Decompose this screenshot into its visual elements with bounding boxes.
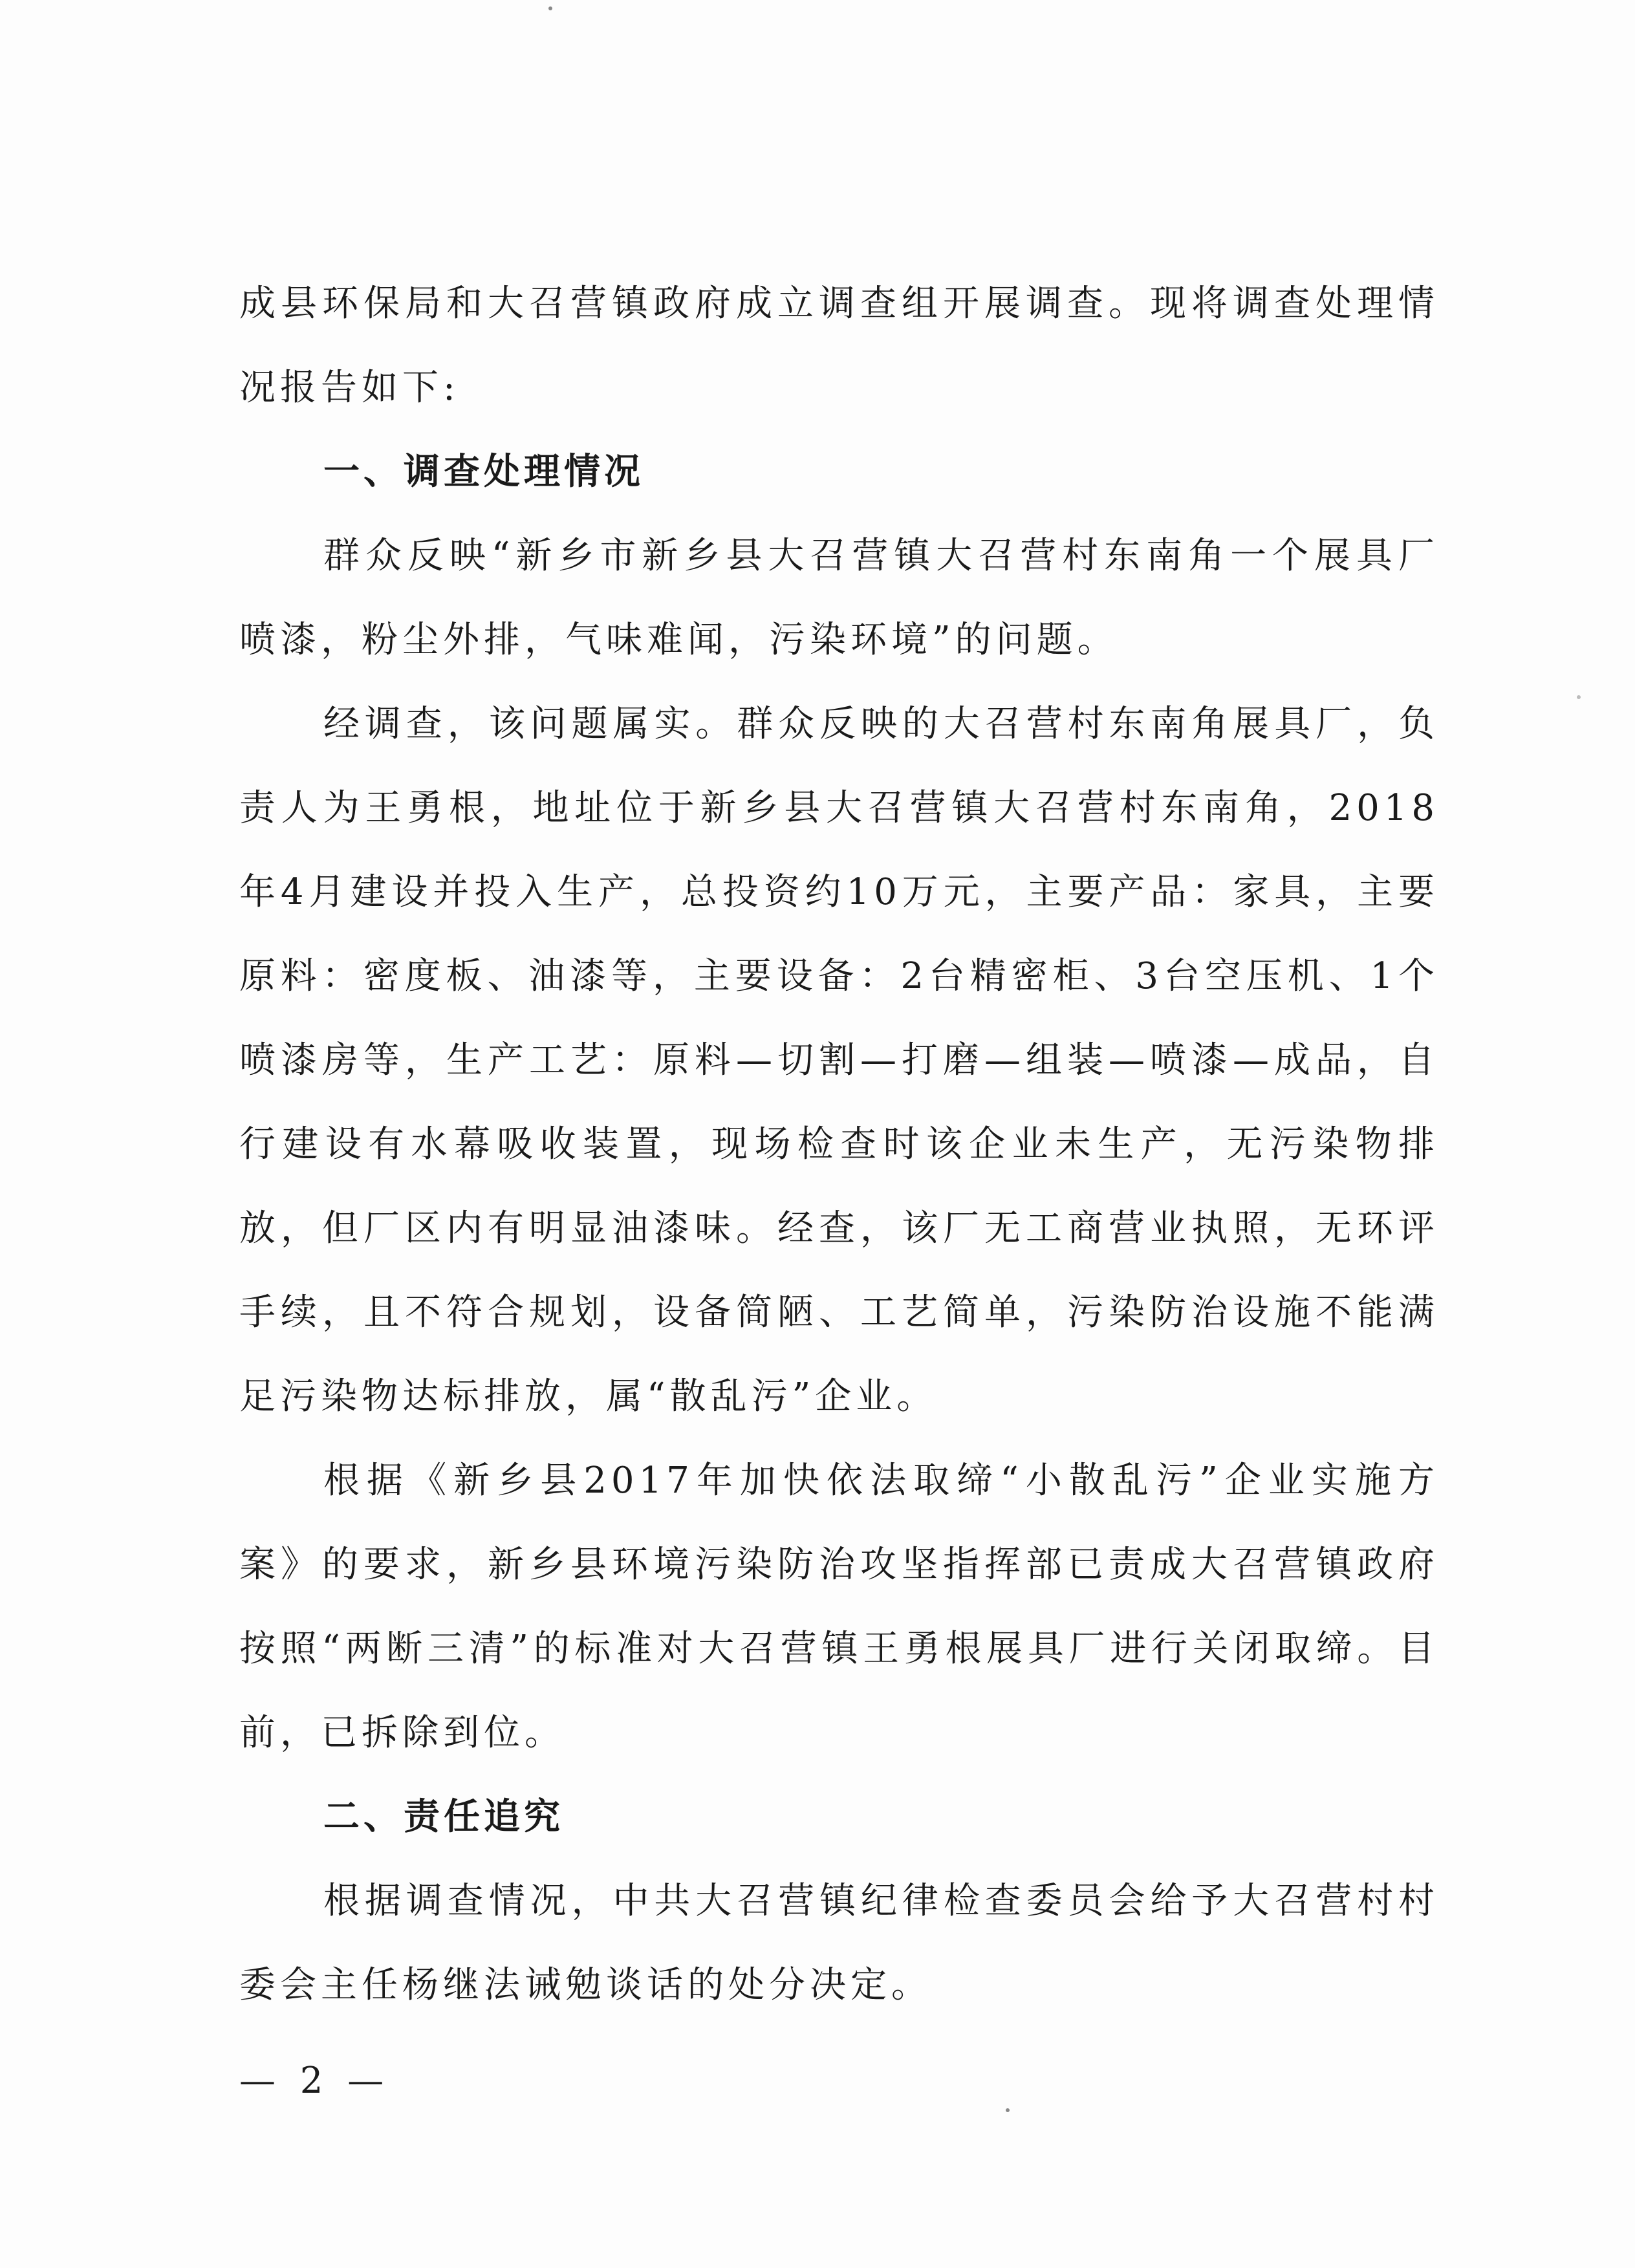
paragraph-continuation: 成县环保局和大召营镇政府成立调查组开展调查。现将调查处理情况报告如下:	[239, 283, 1439, 409]
paragraph-complaint: 群众反映“新乡市新乡县大召营镇大召营村东南角一个展具厂喷漆，粉尘外排，气味难闻，污染环境”的问题。	[239, 535, 1439, 661]
paragraph-accountability: 根据调查情况，中共大召营镇纪律检查委员会给予大召营村村委会主任杨继法诫勉谈话的处分决定。	[239, 1880, 1439, 2006]
document-body	[239, 262, 1439, 2027]
section-heading-accountability: 二、责任追究	[323, 1796, 564, 1838]
paragraph-action: 根据《新乡县2017年加快依法取缔“小散乱污”企业实施方案》的要求，新乡县环境污染防治攻坚指挥部已责成大召营镇政府按照“两断三清”的标准对大召营镇王勇根展具厂进行关闭取缔。目前，已拆除到位。	[239, 1460, 1439, 1754]
scan-speck	[1577, 695, 1581, 699]
scan-speck	[548, 6, 552, 10]
section-heading-investigation: 一、调查处理情况	[323, 451, 644, 493]
scan-speck	[1006, 2108, 1010, 2112]
page-number: — 2 —	[239, 2060, 391, 2102]
paragraph-findings: 经调查，该问题属实。群众反映的大召营村东南角展具厂，负责人为王勇根，地址位于新乡县大召营镇大召营村东南角，2018年4月建设并投入生产，总投资约10万元，主要产品：家具，主要原料：密度板、油漆等，主要设备：2台精密柜、3台空压机、1个喷漆房等，生产工艺：原料—切割—打磨—组装—喷漆—成品，自行建设有水幕吸收装置，现场检查时该企业未生产，无污染物排放，但厂区内有明显油漆味。经查，该厂无工商营业执照，无环评手续，且不符合规划，设备简陋、工艺简单，污染防治设施不能满足污染物达标排放，属“散乱污”企业。	[239, 703, 1439, 1418]
